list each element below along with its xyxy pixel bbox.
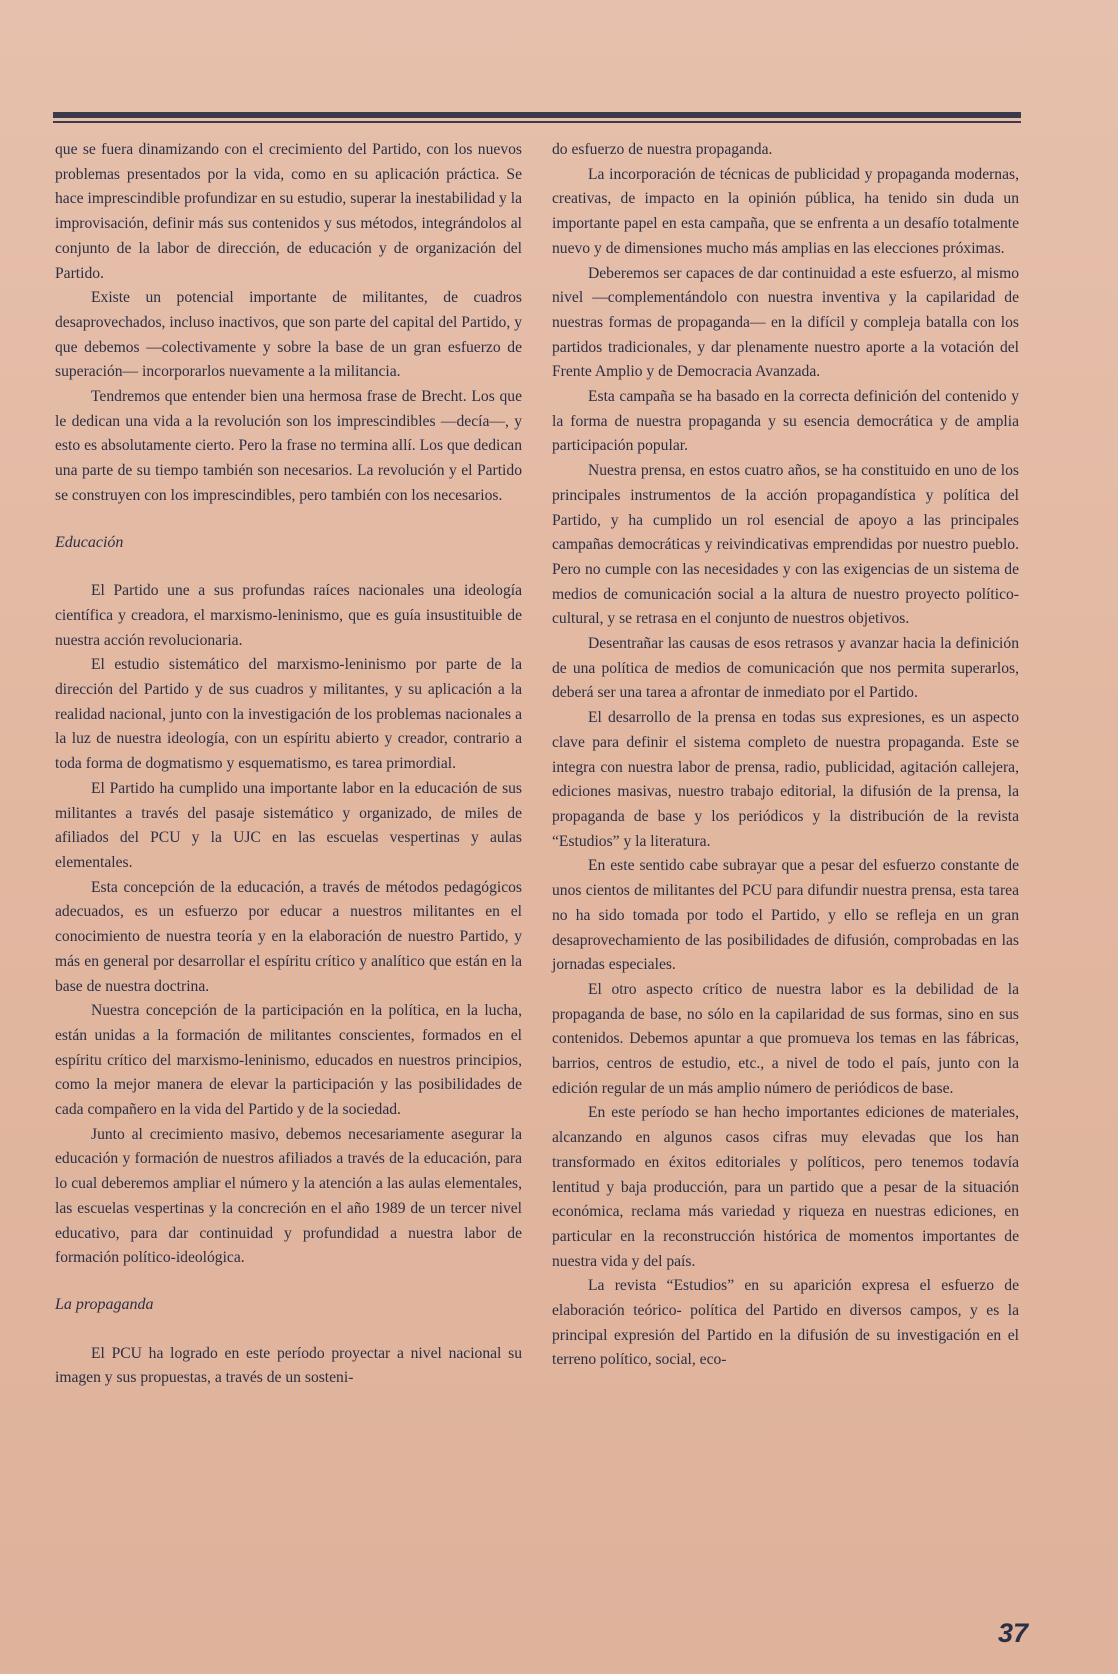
paragraph: En este período se han hecho importantes ediciones de materiales, alcanzando en algunos casos cifras muy elevadas que los han transformado en éxitos editoriales y políticos, pero tenemos todavía lentitud y baja producción, para un partido que a pesar de la situación económica, reclama más variedad y riqueza en nuestras ediciones, en particular en la reconstrucción histórica de momentos importantes de nuestra vida y del país. <box>552 1104 1019 1270</box>
section-heading-propaganda: La propaganda <box>55 1295 154 1313</box>
paragraph: Deberemos ser capaces de dar continuidad a este esfuerzo, al mismo nivel —complementándolo con nuestra inventiva y la capilaridad de nuestras formas de propaganda— en la difícil y compleja batalla con los partidos tradicionales, y dar plenamente nuestro aporte a la votación del Frente Amplio y de Democracia Avanzada. <box>552 264 1019 381</box>
paragraph: En este sentido cabe subrayar que a pesar del esfuerzo constante de unos cientos de militantes del PCU para difundir nuestra prensa, esta tarea no ha sido tomada por todo el Partido, y ello se refleja en un gran desaprovechamiento de las posibilidades de difusión, comprobadas en las jornadas especiales. <box>552 857 1019 974</box>
paragraph: La revista “Estudios” en su aparición expresa el esfuerzo de elaboración teórico- política del Partido en diversos campos, y es la principal expresión del Partido en la difusión de su investigación en el terreno político, social, eco- <box>552 1277 1019 1369</box>
paragraph: El PCU ha logrado en este período proyectar a nivel nacional su imagen y sus propuestas, a través de un sosteni- <box>55 1344 522 1387</box>
paragraph: El desarrollo de la prensa en todas sus expresiones, es un aspecto clave para definir el sistema completo de nuestra propaganda. Este se integra con nuestra labor de prensa, radio, publicidad, agitación callejera, ediciones masivas, nuestro trabajo editorial, la difusión de la prensa, la propaganda de base y los periódicos y la distribución de la revista “Estudios” y la literatura. <box>552 709 1019 850</box>
paragraph: Esta campaña se ha basado en la correcta definición del contenido y la forma de nuestra propaganda y su esencia democrática y de amplia participación popular. <box>552 388 1019 455</box>
paragraph: El Partido une a sus profundas raíces nacionales una ideología científica y creadora, el marxismo-leninismo, que es guía insustituible de nuestra acción revolucionaria. <box>55 582 522 649</box>
paragraph: El Partido ha cumplido una importante labor en la educación de sus militantes a través del pasaje sistemático y organizado, de miles de afiliados del PCU y la UJC en las escuelas vespertinas y aulas elementales. <box>55 779 522 871</box>
paragraph: Esta concepción de la educación, a través de métodos pedagógicos adecuados, es un esfuerzo por educar a nuestros militantes en el conocimiento de nuestra teoría y en la elaboración de nuestro Partido, y más en general por desarrollar el espíritu crítico y analítico que están en la base de nuestra doctrina. <box>55 878 522 995</box>
paragraph: que se fuera dinamizando con el crecimiento del Partido, con los nuevos problemas presentados por la vida, como en su aplicación práctica. Se hace imprescindible profundizar en su estudio, superar la inestabilidad y la improvisación, definir más sus contenidos y sus métodos, integrándolos al conjunto de la labor de dirección, de educación y de organización del Partido. <box>55 141 522 282</box>
paragraph: Junto al crecimiento masivo, debemos necesariamente asegurar la educación y formación de nuestros afiliados a través de la educación, para lo cual deberemos ampliar el número y la atención a las aulas elementales, las escuelas vespertinas y la concreción en el año 1989 de un tercer nivel educativo, para dar continuidad y profundidad a nuestra labor de formación político-ideológica. <box>55 1125 522 1267</box>
header-rule-thin <box>53 121 1021 123</box>
right-column <box>552 138 1019 1373</box>
section-heading-education: Educación <box>55 533 124 551</box>
paragraph: El otro aspecto crítico de nuestra labor es la debilidad de la propaganda de base, no sólo en la capilaridad de sus formas, sino en sus contenidos. Debemos apuntar a que promueva los temas en las fábricas, barrios, centros de estudio, etc., a nivel de todo el país, junto con la edición regular de un más amplio número de periódicos de base. <box>552 980 1019 1097</box>
paragraph: do esfuerzo de nuestra propaganda. <box>552 141 773 158</box>
paragraph: Nuestra concepción de la participación en la política, en la lucha, están unidas a la formación de militantes conscientes, formados en el espíritu crítico del marxismo-leninismo, educados en nuestros principios, como la mejor manera de elevar la participación y las posibilidades de cada compañero en la vida del Partido y de la sociedad. <box>55 1002 522 1119</box>
left-column <box>55 138 522 1391</box>
paragraph: Tendremos que entender bien una hermosa frase de Brecht. Los que le dedican una vida a la revolución son los imprescindibles —decía—, y esto es absolutamente cierto. Pero la frase no termina allí. Los que dedican una parte de su tiempo también son necesarios. La revolución y el Partido se construyen con los imprescindibles, pero también con los necesarios. <box>55 388 522 504</box>
paragraph: Existe un potencial importante de militantes, de cuadros desaprovechados, incluso inactivos, que son parte del capital del Partido, y que debemos —colectivamente y sobre la base de un gran esfuerzo de superación— incorporarlos nuevamente a la militancia. <box>55 289 522 381</box>
page-number: 37 <box>998 1618 1029 1648</box>
paragraph: Nuestra prensa, en estos cuatro años, se ha constituido en uno de los principales instrumentos de la acción propagandística y política del Partido, y ha cumplido un rol esencial de apoyo a las principales campañas democráticas y reivindicativas emprendidas por nuestro pueblo. Pero no cumple con las necesidades y con las exigencias de un sistema de medios de comunicación social a la altura de nuestro proyecto político-cultural, y se retrasa en el conjunto de nuestros objetivos. <box>552 462 1019 628</box>
paragraph: El estudio sistemático del marxismo-leninismo por parte de la dirección del Partido y de sus cuadros y militantes, y su aplicación a la realidad nacional, junto con la investigación de los problemas nacionales a la luz de nuestra ideología, con un espíritu abierto y creador, contrario a toda forma de dogmatismo y esquematismo, es tarea primordial. <box>55 656 522 773</box>
paragraph: La incorporación de técnicas de publicidad y propaganda modernas, creativas, de impacto en la opinión pública, ha tenido sin duda un importante papel en esta campaña, que se enfrenta a un desafío totalmente nuevo y de dimensiones mucho más amplias en las elecciones próximas. <box>552 165 1019 257</box>
header-rule-thick <box>53 112 1021 118</box>
paragraph: Desentrañar las causas de esos retrasos y avanzar hacia la definición de una política de medios de comunicación que nos permita superarlos, deberá ser una tarea a afrontar de inmediato por el Partido. <box>552 635 1019 702</box>
